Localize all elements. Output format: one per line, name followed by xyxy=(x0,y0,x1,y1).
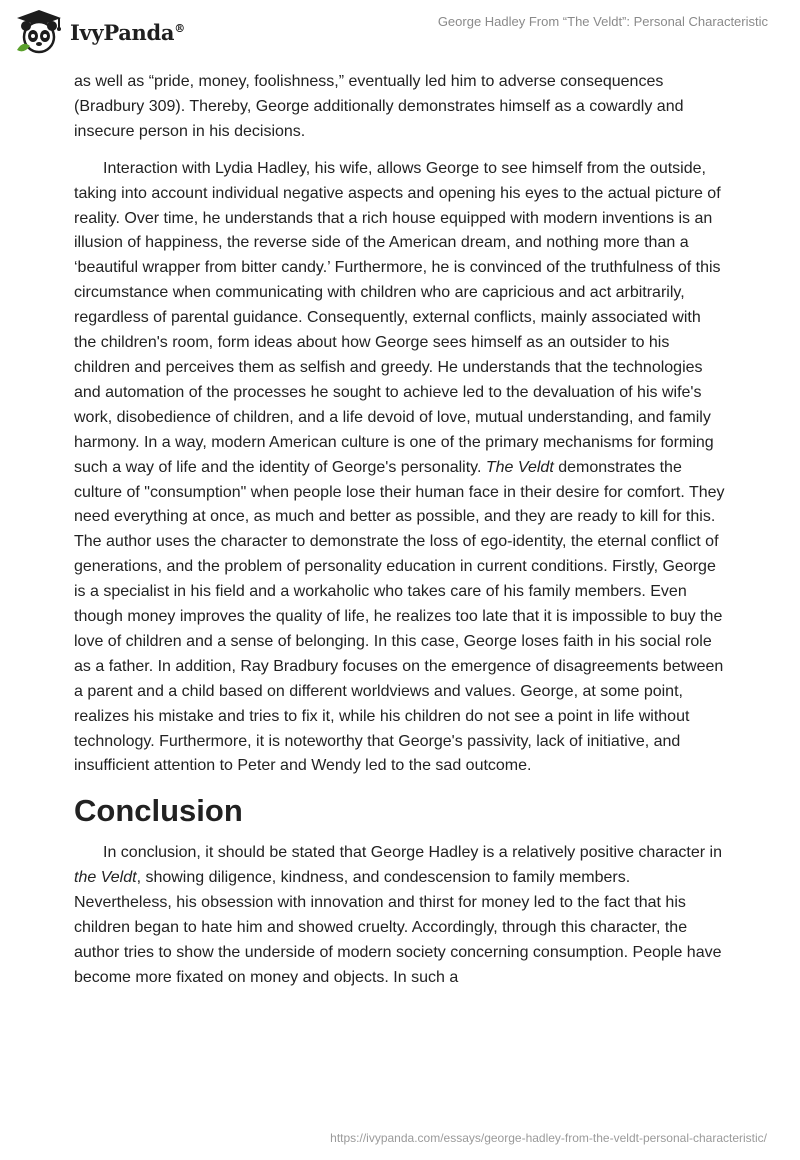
paragraph-analysis: Interaction with Lydia Hadley, his wife, allows George to see himself from the outside, taking into account individual negative aspects and opening his eyes to the actual picture of reality. Over time, he understands that a rich house equipped with modern inventions is an illusion of happiness, the reverse side of the American dream, and nothing more than a ‘beautiful wrapper from bitter candy.’ Furthermore, he is convinced of the truthfulness of this circumstance when communicating with children who are capricious and act arbitrarily, regardless of parental guidance. Consequently, external conflicts, mainly associated with the children's room, form ideas about how George sees himself as an outsider to his children and perceives them as selfish and greedy. He understands that the technologies and automation of the processes he sought to achieve led to the devaluation of his wife's work, disobedience of children, and a life devoid of love, mutual understanding, and family harmony. In a way, modern American culture is one of the primary mechanisms for forming such a way of life and the identity of George's personality. The Veldt demonstrates the culture of "consumption" when people lose their human face in their desire for comfort. They need everything at once, as much and better as possible, and they are ready to kill for this. The author uses the character to demonstrate the loss of ego-identity, the eternal conflict of generations, and the problem of personality education in current conditions. Firstly, George is a specialist in his field and a workaholic who takes care of his family members. Even though money improves the quality of life, he realizes too late that it is impossible to buy the love of children and a sense of belonging. In this case, George loses faith in his social role as a father. In addition, Ray Bradbury focuses on the emergence of disagreements between a parent and a child based on different worldviews and values. George, at some point, realizes his mistake and tries to fix it, while his children do not see a point in life without technology. Furthermore, it is noteworthy that George's passivity, lack of initiative, and insufficient attention to Peter and Wendy led to the sad outcome. xyxy=(74,159,725,775)
paragraph-continued: as well as “pride, money, foolishness,” eventually led him to adverse consequences (Bradbury 309). Thereby, George additionally demonstrates himself as a cowardly and insecure person in his decisions. xyxy=(74,73,684,140)
ivypanda-logo[interactable] xyxy=(14,8,185,56)
book-title-italic: the Veldt xyxy=(74,869,137,887)
page-header xyxy=(0,0,800,70)
essay-body xyxy=(74,70,726,1003)
source-url[interactable]: https://ivypanda.com/essays/george-hadley-from-the-veldt-personal-characteristic/ xyxy=(330,1131,767,1145)
panda-graduate-icon xyxy=(14,8,64,56)
section-heading-conclusion: Conclusion xyxy=(74,793,243,829)
paragraph-conclusion: In conclusion, it should be stated that George Hadley is a relatively positive character in the Veldt, showing diligence, kindness, and condescension to family members. Nevertheless, his obsession with innovation and thirst for money led to the fact that his children began to hate him and showed cruelty. Accordingly, through this character, the author tries to show the underside of modern society concerning consumption. People have become more fixated on money and objects. In such a xyxy=(74,844,722,986)
book-title-italic: The Veldt xyxy=(485,458,554,476)
logo-wordmark: IvyPanda® xyxy=(70,19,185,45)
document-title: George Hadley From “The Veldt”: Personal Characteristic xyxy=(437,14,768,29)
